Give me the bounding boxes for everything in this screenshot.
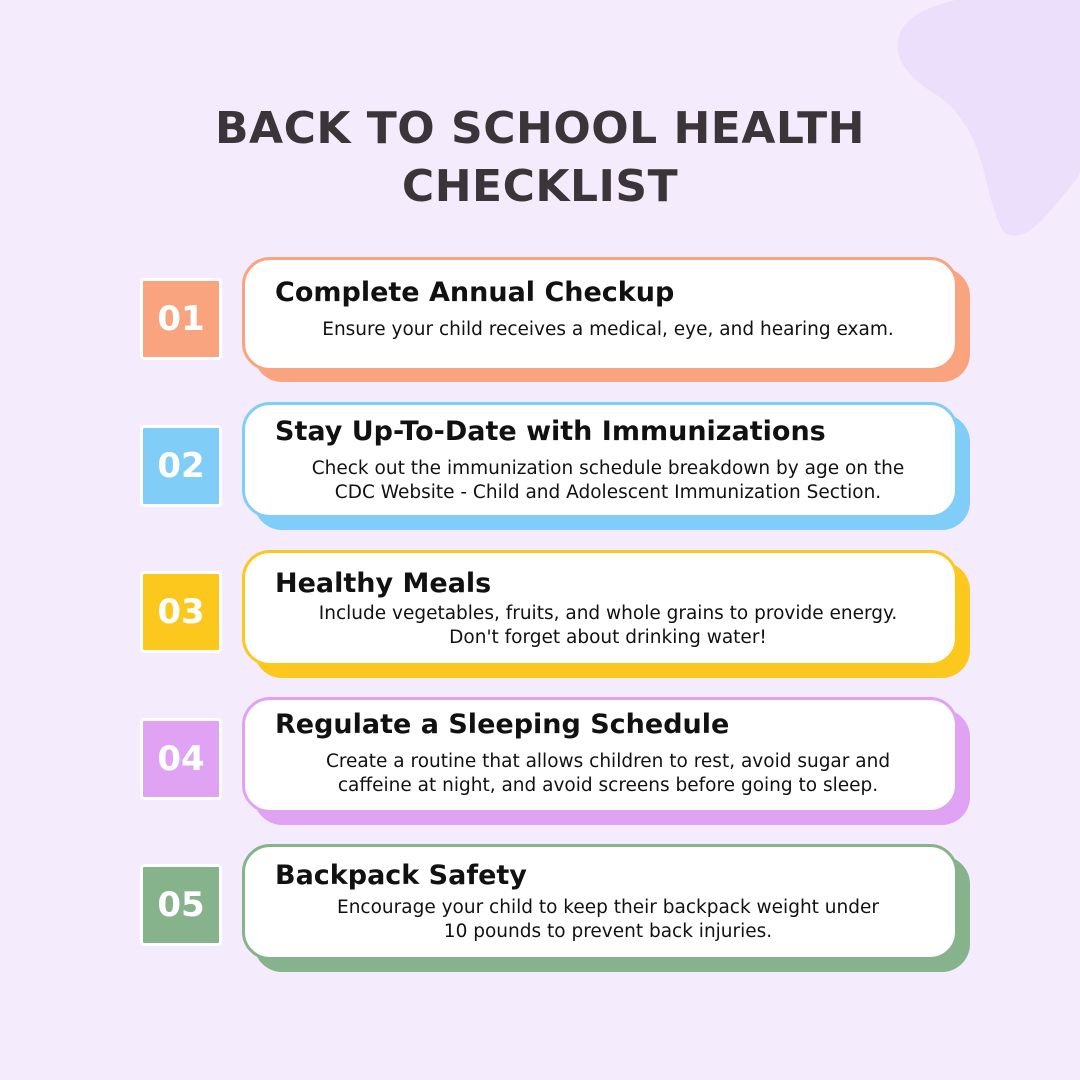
item-description-2 [258, 457, 958, 505]
item-description-4 [258, 750, 958, 798]
item-number-badge-1 [140, 278, 222, 360]
item-description-4-line-2: caffeine at night, and avoid screens before going to sleep. [337, 775, 879, 796]
item-description-2-line-1: Check out the immunization schedule breakdown by age on the [311, 458, 905, 479]
item-heading-2: Stay Up-To-Date with Immunizations [275, 416, 826, 447]
item-heading-3: Healthy Meals [275, 568, 492, 599]
title-line-1: BACK TO SCHOOL HEALTH [214, 103, 866, 154]
item-number-2: 02 [157, 446, 205, 486]
item-number-badge-5 [140, 864, 222, 946]
item-number-1: 01 [157, 299, 205, 339]
item-heading-5: Backpack Safety [275, 860, 527, 891]
item-description-5-line-1: Encourage your child to keep their backpack weight under [337, 897, 879, 918]
item-description-3 [258, 602, 958, 650]
page-title [0, 100, 1080, 216]
item-number-4: 04 [157, 739, 205, 779]
item-description-1 [258, 318, 958, 342]
item-number-badge-3 [140, 571, 222, 653]
item-card-1 [242, 257, 958, 371]
item-description-2-line-2: CDC Website - Child and Adolescent Immunization Section. [334, 482, 882, 503]
item-number-badge-4 [140, 718, 222, 800]
item-description-3-line-1: Include vegetables, fruits, and whole grains to provide energy. [318, 603, 898, 624]
item-number-3: 03 [157, 592, 205, 632]
item-description-4-line-1: Create a routine that allows children to rest, avoid sugar and [325, 751, 891, 772]
item-description-5-line-2: 10 pounds to prevent back injuries. [443, 921, 773, 942]
item-description-1-line-1: Ensure your child receives a medical, eye, and hearing exam. [322, 319, 894, 340]
item-description-5 [258, 896, 958, 944]
title-line-2: CHECKLIST [401, 161, 679, 212]
item-heading-1: Complete Annual Checkup [275, 277, 675, 308]
item-number-badge-2 [140, 425, 222, 507]
item-description-3-line-2: Don't forget about drinking water! [449, 627, 767, 648]
item-number-5: 05 [157, 885, 205, 925]
item-heading-4: Regulate a Sleeping Schedule [275, 709, 730, 740]
